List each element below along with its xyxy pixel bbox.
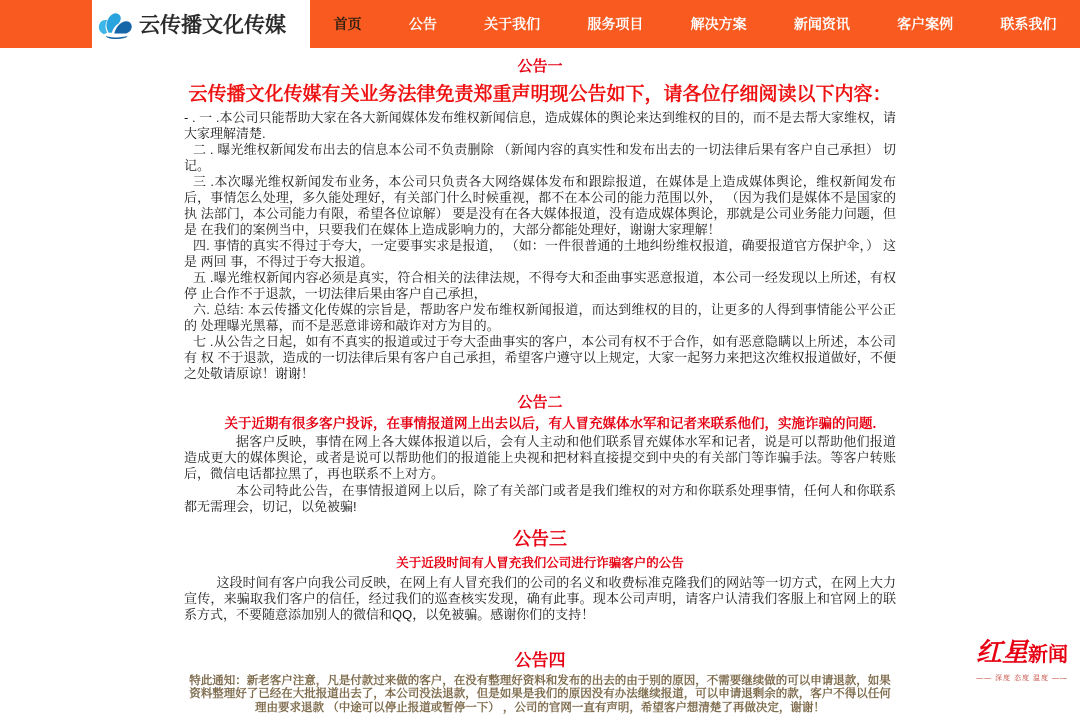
announcement-one-item: - . 一 .本公司只能帮助大家在各大新闻媒体发布维权新闻信息，造成媒体的舆论来达到维权的目的，而不是去帮大家维权，请大家理解清楚. (184, 110, 896, 141)
brand-logo[interactable] (92, 0, 310, 48)
nav-item-about[interactable]: 关于我们 (484, 16, 541, 32)
redstar-news-slogan: —— 深度 态度 温度 —— (976, 675, 1068, 682)
announcement-one-item: 六. 总结: 本云传播文化传媒的宗旨是，帮助客户发布维权新闻报道，而达到维权的目的，让更多的人得到事情能公平公正的 处理曝光黑幕，而不是恶意诽谤和敲诈对方为目的。 (184, 302, 896, 333)
nav-item-services[interactable]: 服务项目 (587, 16, 644, 32)
announcement-one-title: 公告一 (517, 58, 563, 75)
nav-item-home[interactable]: 首页 (333, 16, 362, 32)
announcement-two-paragraph: 据客户反映，事情在网上各大媒体报道以后，会有人主动和他们联系冒充媒体水军和记者，说是可以帮助他们报道造成更大的媒体舆论，或者是说可以帮助他们的报道能上央视和把材料直接提交到中央的有关部门等诈骗手法。等客户转账后，微信电话都拉黑了，再也联系不上对方。 (184, 434, 896, 482)
announcement-two-body (184, 434, 896, 515)
announcement-one-item: 三 .本次曝光维权新闻发布业务，本公司只负责各大网络媒体发布和跟踪报道，在媒体是上造成媒体舆论，维权新闻发布后，事情怎么处理，多久能处理好，有关部门什么时候重视，都不在本公司的能力范围以外， （因为我们是媒体不是国家的执 法部门，本公司能力有限，希望各位谅解） 要是没有在各大媒体报道，没有造成媒体舆论，那就是公司业务能力问题，但 是 在我们的案例当中，只要我们在媒体上造成影响力的，大部分都能处理好，谢谢大家理解！ (184, 174, 896, 237)
main-nav (310, 0, 1080, 48)
top-navbar (0, 0, 1080, 48)
announcement-three-title: 公告三 (513, 529, 567, 550)
logo-text: 云传播文化传媒 (139, 14, 286, 37)
redstar-news-wordmark (966, 638, 1078, 672)
redstar-brand-calligraphy: 红星 (975, 638, 1028, 668)
nav-item-news[interactable]: 新闻资讯 (793, 16, 850, 32)
announcement-three-subtitle: 关于近段时间有人冒充我们公司进行诈骗客户的公告 (396, 556, 684, 571)
announcement-four-body: 特此通知：新老客户注意，凡是付款过来做的客户，在没有整理好资料和发布的出去的由于别的原因，不需要继续做的可以申请退款，如果资料整理好了已经在大批报道出去了，本公司没法退款，但是如果是我们的原因没有办法继续报道，可以申请退剩余的款，客户不得以任何理由要求退款 （中途可以停止报道或暂停一下） ，公司的官网一直有声明，希望客户想清楚了再做决定，谢谢！ (189, 674, 891, 714)
announcement-one-item: 四. 事情的真实不得过于夸大，一定要事实求是报道， （如：一件很普通的土地纠纷维权报道，确要报道官方保护伞，） 这 是 两回 事，不得过于夸大报道。 (184, 238, 896, 269)
announcement-one-subtitle: 云传播文化传媒有关业务法律免责郑重声明现公告如下，请各位仔细阅读以下内容： (188, 84, 892, 105)
cloud-logo-icon (96, 7, 134, 41)
announcement-one-item: 五 .曝光维权新闻内容必须是真实，符合相关的法律法规，不得夸大和歪曲事实恶意报道，本公司一经发现以上所述，有权停 止合作不于退款，一切法律后果由客户自己承担， (184, 270, 896, 301)
announcements-page (184, 55, 896, 715)
announcement-one-item: 二 . 曝光维权新闻发布出去的信息本公司不负责删除 （新闻内容的真实性和发布出去的一切法律后果有客户自己承担） 切记。 (184, 142, 896, 173)
announcement-two-paragraph: 本公司特此公告，在事情报道网上以后，除了有关部门或者是我们维权的对方和你联系处理事情，任何人和你联系都无需理会，切记，以免被骗! (184, 482, 896, 514)
announcement-one-item: 七 .从公告之日起，如有不真实的报道或过于夸大歪曲事实的客户，本公司有权不于合作，如有恶意隐瞒以上所述，本公司有 权 不于退款，造成的一切法律后果有客户自己承担，希望客户遵守以上规定，大家一起努力来把这次维权报道做好，不便 之处敬请原谅！谢谢！ (184, 334, 896, 381)
nav-item-solutions[interactable]: 解决方案 (690, 16, 747, 32)
announcement-two-lead: 关于近期有很多客户投诉，在事情报道网上出去以后，有人冒充媒体水军和记者来联系他们，实施诈骗的问题. (224, 416, 877, 431)
announcement-one-body (184, 110, 896, 382)
announcement-two-title: 公告二 (517, 394, 563, 411)
nav-item-announcements[interactable]: 公告 (408, 16, 437, 32)
redstar-brand-block: 新闻 (1028, 644, 1068, 666)
announcement-three-body: 这段时间有客户向我公司反映，在网上有人冒充我们的公司的名义和收费标准克隆我们的网站等一切方式，在网上大力宣传，来骗取我们客户的信任，经过我们的巡查核实发现，确有此事。现本公司声明，请客户认清我们客服上和官网上的联系方式，不要随意添加别人的微信和QQ，以免被骗。感谢你们的支持！ (184, 575, 896, 623)
nav-item-contact[interactable]: 联系我们 (1000, 16, 1057, 32)
nav-item-cases[interactable]: 客户案例 (897, 16, 954, 32)
announcement-four-title: 公告四 (514, 650, 566, 670)
redstar-news-logo (966, 638, 1078, 683)
